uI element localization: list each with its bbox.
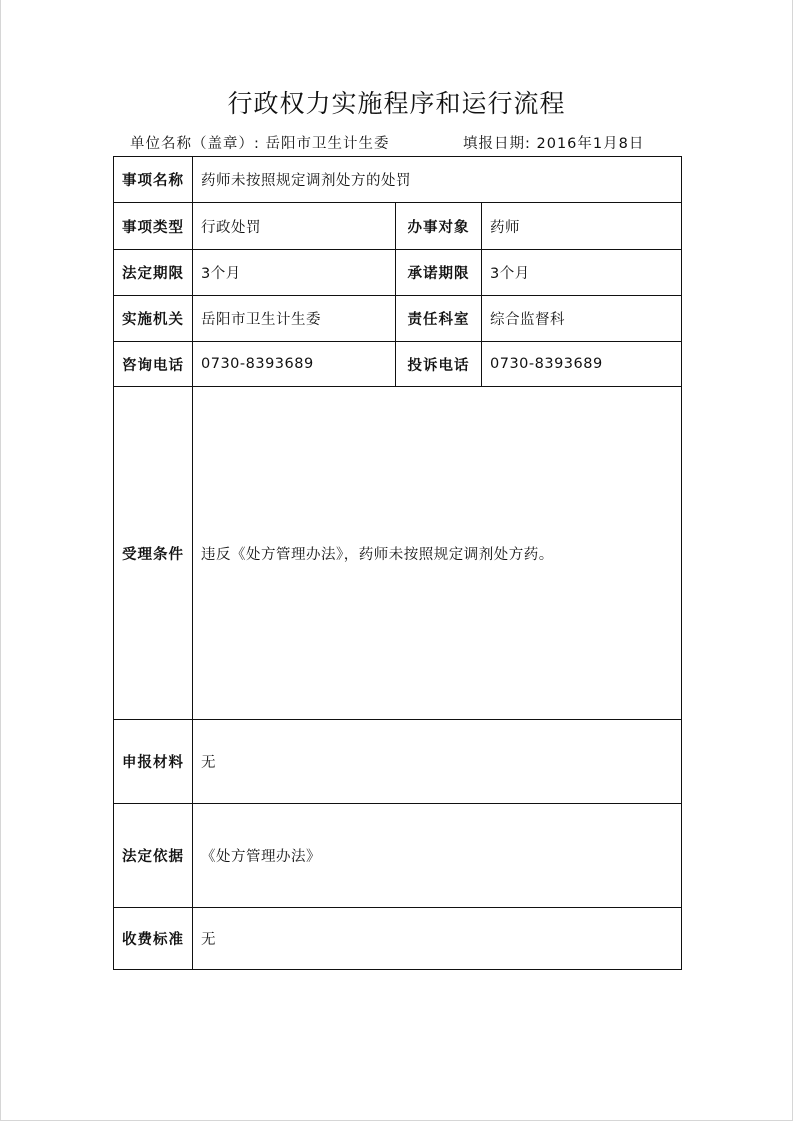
info-table (113, 156, 682, 970)
legal-basis-value: 《处方管理办法》 (193, 804, 682, 908)
table-row (114, 203, 682, 250)
legal-period-label: 法定期限 (114, 250, 193, 296)
table-row (114, 250, 682, 296)
fee-standard-value: 无 (193, 908, 682, 970)
table-row (114, 342, 682, 387)
complaint-phone-label: 投诉电话 (396, 342, 482, 387)
legal-period-value: 3个月 (193, 250, 396, 296)
legal-basis-label: 法定依据 (114, 804, 193, 908)
target-value: 药师 (482, 203, 682, 250)
promised-period-label: 承诺期限 (396, 250, 482, 296)
table-row (114, 720, 682, 804)
table-row (114, 908, 682, 970)
document-title: 行政权力实施程序和运行流程 (227, 89, 566, 118)
table-row (114, 296, 682, 342)
consult-phone-label: 咨询电话 (114, 342, 193, 387)
unit-name: 单位名称（盖章）: 岳阳市卫生计生委 (130, 136, 390, 152)
item-type-value: 行政处罚 (193, 203, 396, 250)
item-name-value: 药师未按照规定调剂处方的处罚 (193, 157, 682, 203)
complaint-phone-value: 0730-8393689 (482, 342, 682, 387)
table-row (114, 387, 682, 720)
table-row (114, 157, 682, 203)
materials-label: 申报材料 (114, 720, 193, 804)
consult-phone-value: 0730-8393689 (193, 342, 396, 387)
agency-label: 实施机关 (114, 296, 193, 342)
conditions-label: 受理条件 (114, 387, 193, 720)
department-label: 责任科室 (396, 296, 482, 342)
conditions-value: 违反《处方管理办法》，药师未按照规定调剂处方药。 (193, 387, 682, 720)
agency-value: 岳阳市卫生计生委 (193, 296, 396, 342)
promised-period-value: 3个月 (482, 250, 682, 296)
table-row (114, 804, 682, 908)
materials-value: 无 (193, 720, 682, 804)
fee-standard-label: 收费标准 (114, 908, 193, 970)
item-type-label: 事项类型 (114, 203, 193, 250)
item-name-label: 事项名称 (114, 157, 193, 203)
department-value: 综合监督科 (482, 296, 682, 342)
fill-date: 填报日期: 2016年1月8日 (463, 136, 645, 152)
target-label: 办事对象 (396, 203, 482, 250)
